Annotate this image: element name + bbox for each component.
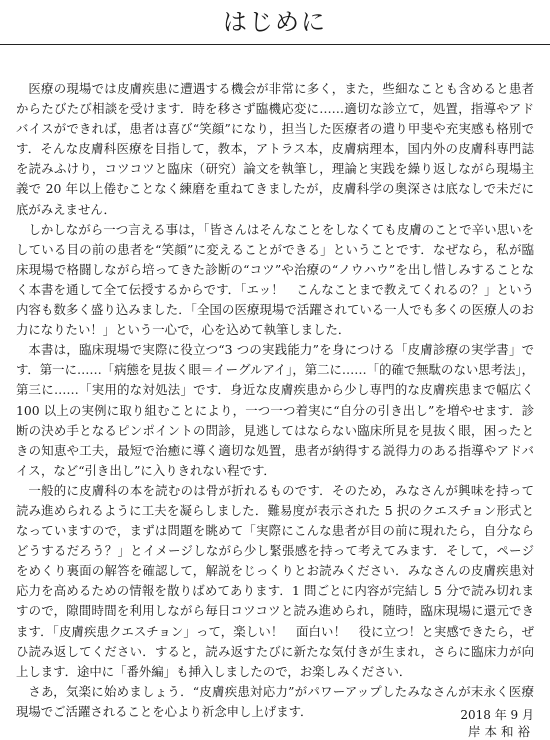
title-divider <box>0 44 550 45</box>
preface-body <box>16 79 534 722</box>
paragraph: しかしながら一つ言える事は，「皆さんはそんなことをしなくても皮膚のことで辛い思いをしている目の前の患者を“笑顔”に変えることができる」ということです．なぜなら，私が臨床現場で格闘しながら培ってきた診断の“コツ”や治療の“ノウハウ”を出し惜しみすることなく本書を通して全て伝授するからです．「エッ！ こんなことまで教えてくれるの？」という内容も数多く盛り込みました．「全国の医療現場で活躍されている一人でも多くの医療人のお力になりたい！」という一心で，心を込めて執筆しました． <box>16 221 534 338</box>
paragraph: さあ，気楽に始めましょう．“皮膚疾患対応力”がパワーアップしたみなさんが末永く医療現場でご活躍されることを心より祈念申し上げます． <box>16 683 534 719</box>
author-name: 岸本和裕 <box>467 724 534 739</box>
paragraph: 医療の現場では皮膚疾患に遭遇する機会が非常に多く，また，些細なことも含めると患者からたびたび相談を受けます．時を移さず臨機応変に……適切な診立て，処置，指導やアドバイスができれば，患者は喜び“笑顔”になり，担当した医療者の遣り甲斐や充実感も格別です．そんな皮膚科医療を目指して，教本，アトラス本，皮膚病理本，国内外の皮膚科専門誌を読みふけり，コツコツと臨床（研究）論文を執筆し，理論と実践を繰り返しながら現場主義で 20 年以上倦むことなく練磨を重ねてきましたが，皮膚科学の奥深さは底なしで未だに底がみえません． <box>16 81 534 217</box>
signature-date: 2018 年 9 月 <box>460 708 534 722</box>
paragraph: 一般的に皮膚科の本を読むのは骨が折れるものです．そのため，みなさんが興味を持って読み進められるように工夫を凝らしました．難易度が表示された 5 択のクエスチョン形式となっていますので，まずは問題を眺めて「実際にこんな患者が目の前に現れたら，自分ならどうするだろう？」とイメージしながら少し緊張感を持って考えてみます．そして，ページをめくり裏面の解答を確認して，解説をじっくりとお読みください．みなさんの皮膚疾患対応力を高めるための情報を散りばめてあります．1 問ごとに内容が完結し 5 分で読み切れますので，隙間時間を利用しながら毎日コツコツと読み進められ，随時，臨床現場に還元できます．「皮膚疾患クエスチョン」って，楽しい！ 面白い！ 役に立つ！と実感できたら，ぜひ読み返してください．すると，読み返すたびに新たな気付きが生まれ，さらに臨床力が向上します．途中に「番外編」も挿入しましたので，お楽しみください． <box>16 482 534 679</box>
title-area <box>0 0 550 38</box>
page-title: はじめに <box>223 7 327 36</box>
paragraph: 本書は，臨床現場で実際に役立つ“3 つの実践能力”を身につける「皮膚診療の実学書」です．第一に……「病態を見抜く眼＝イーグルアイ」，第二に……「的確で無駄のない思考法」，第三に……「実用的な対処法」です．身近な皮膚疾患から少し専門的な皮膚疾患まで幅広く 100 以上の実例に取り組むことにより，一つ一つ着実に“自分の引き出し”を増やせます．診断の決め手となるピンポイントの問診，見逃してはならない臨床所見を見抜く眼，困ったときの知恵や工夫，最短で治癒に導く適切な処置，患者が納得する説得力のある指導やアドバイス，など“引き出し”に入りきれない程です． <box>16 342 534 478</box>
